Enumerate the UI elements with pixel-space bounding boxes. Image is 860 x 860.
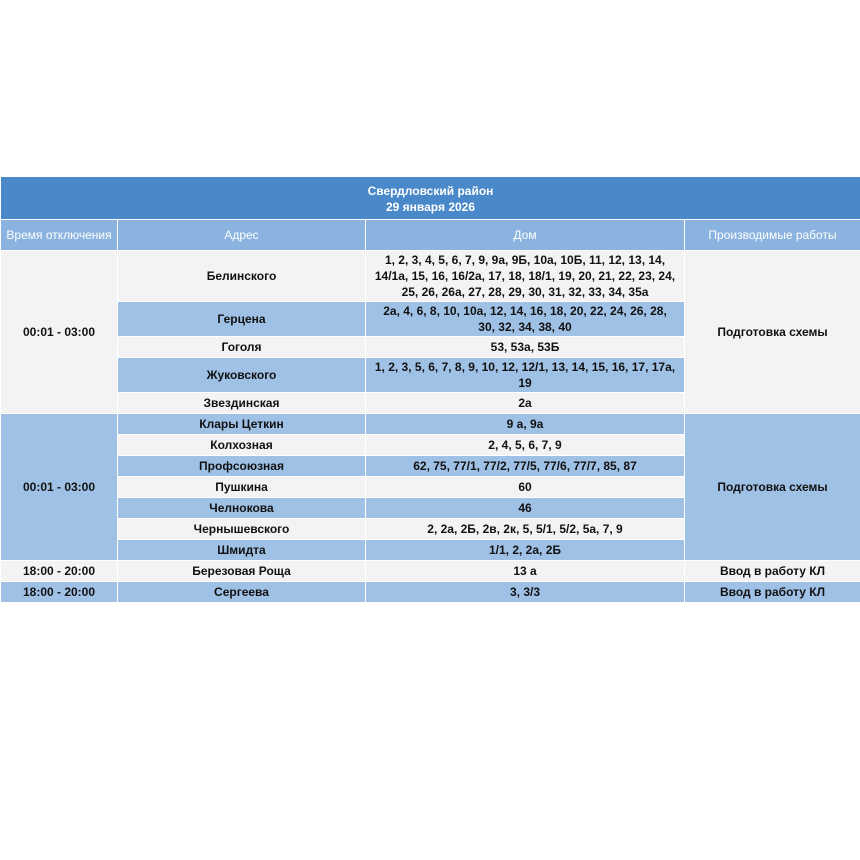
house-cell: 1, 2, 3, 5, 6, 7, 8, 9, 10, 12, 12/1, 13, 14, 15, 16, 17, 17а, 19 [366,358,685,393]
house-cell: 60 [366,477,685,498]
house-cell: 9 а, 9а [366,414,685,435]
work-cell: Подготовка схемы [685,414,860,561]
address-cell: Челнокова [118,498,366,519]
house-cell: 2, 2а, 2Б, 2в, 2к, 5, 5/1, 5/2, 5а, 7, 9 [366,519,685,540]
work-cell: Подготовка схемы [685,251,860,414]
house-cell: 46 [366,498,685,519]
table-row [1,414,860,435]
outage-time-cell: 18:00 - 20:00 [1,582,118,603]
outage-time-cell: 18:00 - 20:00 [1,561,118,582]
address-cell: Колхозная [118,435,366,456]
address-cell: Звездинская [118,393,366,414]
district-name: Свердловский район [367,184,494,198]
address-cell: Белинского [118,251,366,302]
schedule-date: 29 января 2026 [385,200,476,214]
address-cell: Гоголя [118,337,366,358]
table-row [1,582,860,603]
outage-schedule [0,176,860,603]
address-cell: Клары Цеткин [118,414,366,435]
address-cell: Пушкина [118,477,366,498]
house-cell: 2, 4, 5, 6, 7, 9 [366,435,685,456]
address-cell: Чернышевского [118,519,366,540]
outage-time-cell: 00:01 - 03:00 [1,414,118,561]
address-cell: Жуковского [118,358,366,393]
house-cell: 1/1, 2, 2а, 2Б [366,540,685,561]
table-title-row [1,177,860,220]
house-cell: 1, 2, 3, 4, 5, 6, 7, 9, 9а, 9Б, 10а, 10Б, 11, 12, 13, 14, 14/1а, 15, 16, 16/2а, 17, 18, 18/1, 19, 20, 21, 22, 23, 24, 25, 26, 26а, 27, 28, 29, 30, 31, 32, 33, 34, 35а [366,251,685,302]
house-cell: 2а, 4, 6, 8, 10, 10а, 12, 14, 16, 18, 20, 22, 24, 26, 28, 30, 32, 34, 38, 40 [366,302,685,337]
column-header-row [1,220,860,251]
house-cell: 2а [366,393,685,414]
house-cell: 13 а [366,561,685,582]
column-header-time: Время отключения [1,220,118,251]
column-header-house: Дом [366,220,685,251]
outage-table [0,176,860,603]
column-header-work: Производимые работы [685,220,860,251]
table-title [1,177,860,220]
table-row [1,251,860,302]
house-cell: 3, 3/3 [366,582,685,603]
address-cell: Герцена [118,302,366,337]
work-cell: Ввод в работу КЛ [685,582,860,603]
column-header-address: Адрес [118,220,366,251]
outage-time-cell: 00:01 - 03:00 [1,251,118,414]
address-cell: Березовая Роща [118,561,366,582]
address-cell: Шмидта [118,540,366,561]
address-cell: Сергеева [118,582,366,603]
house-cell: 62, 75, 77/1, 77/2, 77/5, 77/6, 77/7, 85, 87 [366,456,685,477]
address-cell: Профсоюзная [118,456,366,477]
work-cell: Ввод в работу КЛ [685,561,860,582]
table-row [1,561,860,582]
house-cell: 53, 53а, 53Б [366,337,685,358]
